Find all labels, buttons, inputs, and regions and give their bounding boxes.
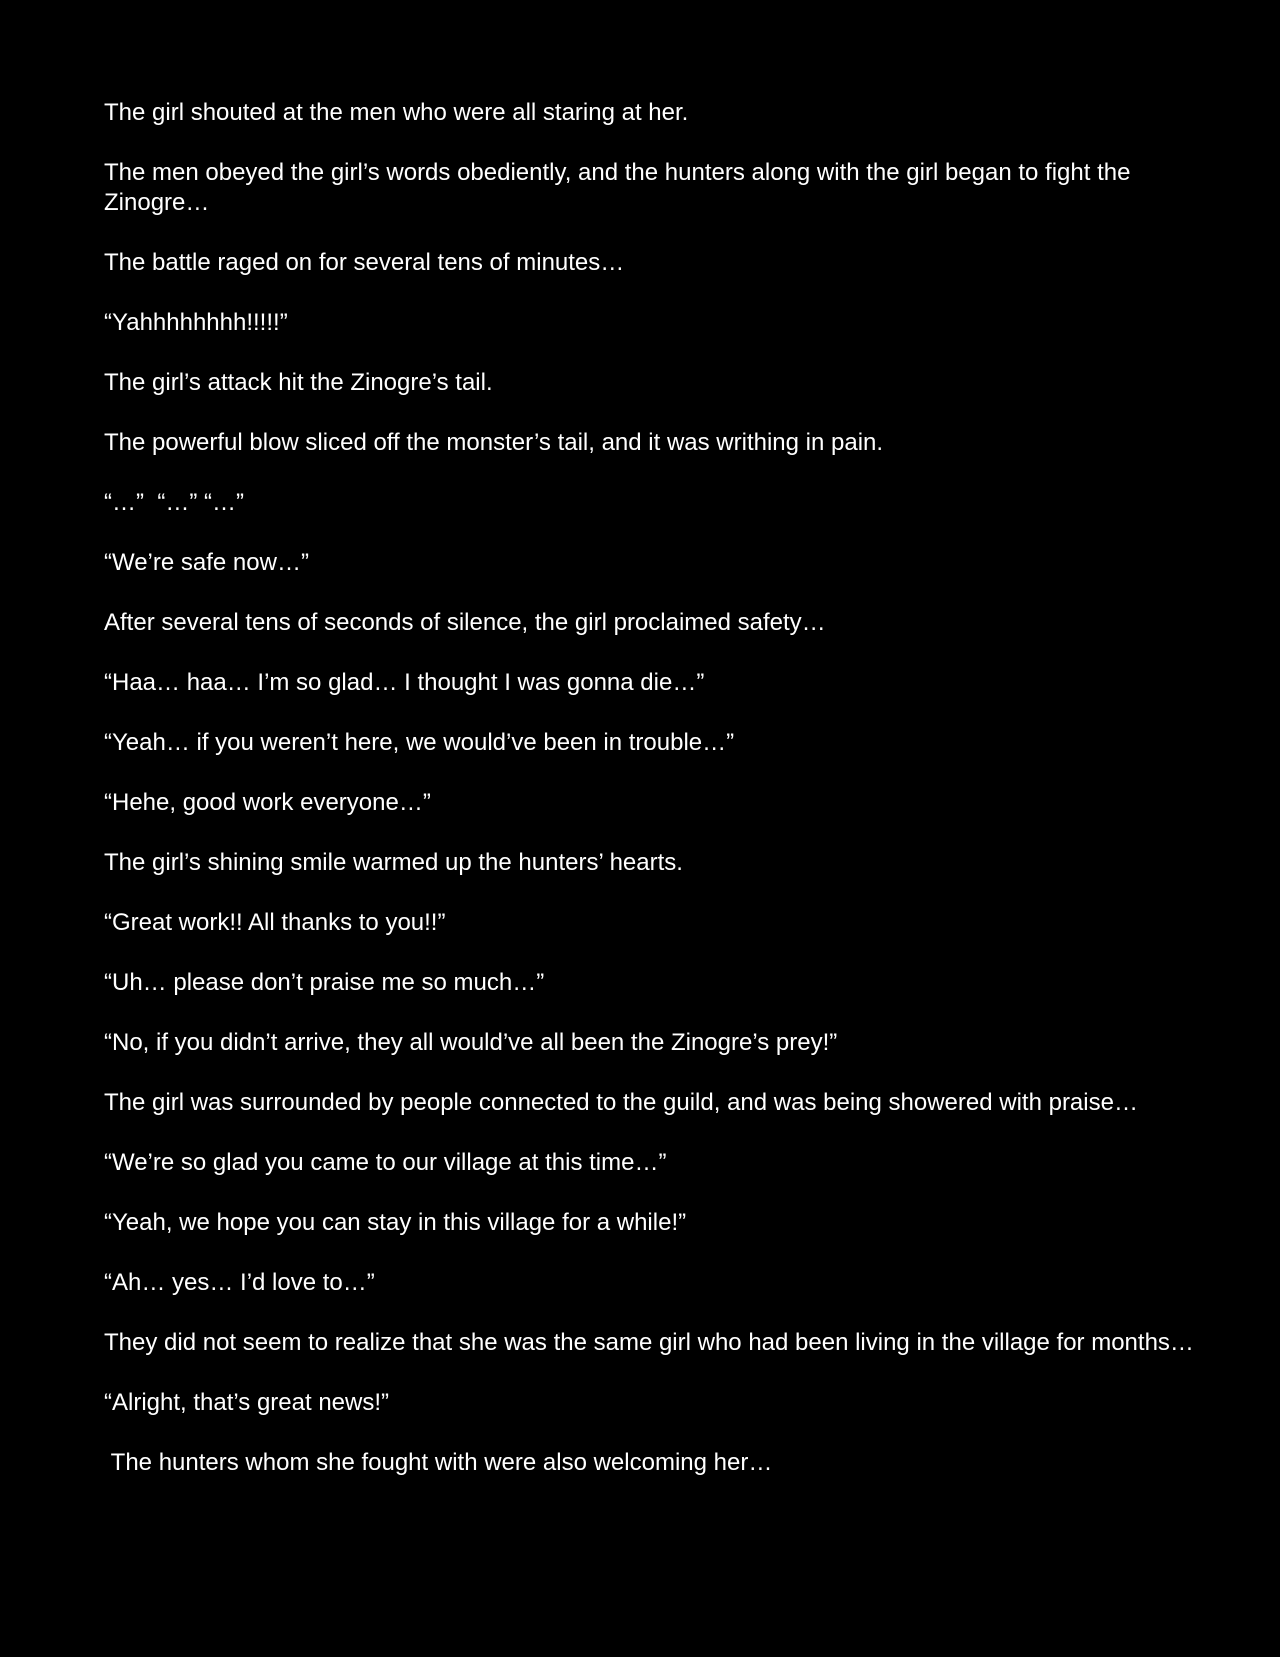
story-text bbox=[104, 98, 1194, 1508]
paragraph: They did not seem to realize that she was the same girl who had been living in the village for months… bbox=[104, 1329, 1194, 1356]
paragraph: “Yeah, we hope you can stay in this village for a while!” bbox=[104, 1209, 687, 1236]
paragraph: “No, if you didn’t arrive, they all would’ve all been the Zinogre’s prey!” bbox=[104, 1029, 838, 1056]
paragraph: “We’re so glad you came to our village at this time…” bbox=[104, 1149, 667, 1176]
paragraph: The hunters whom she fought with were also welcoming her… bbox=[104, 1449, 773, 1476]
paragraph: “Uh… please don’t praise me so much…” bbox=[104, 969, 545, 996]
paragraph: “Hehe, good work everyone…” bbox=[104, 789, 431, 816]
paragraph: “Great work!! All thanks to you!!” bbox=[104, 909, 446, 936]
paragraph: “Yeah… if you weren’t here, we would’ve been in trouble…” bbox=[104, 729, 735, 756]
paragraph: The powerful blow sliced off the monster’s tail, and it was writhing in pain. bbox=[104, 429, 884, 456]
paragraph: “Yahhhhhhhh!!!!!” bbox=[104, 309, 288, 336]
paragraph: The men obeyed the girl’s words obediently, and the hunters along with the girl began to fight the Zinogre… bbox=[104, 159, 1138, 216]
paragraph: The girl’s shining smile warmed up the hunters’ hearts. bbox=[104, 849, 683, 876]
paragraph: After several tens of seconds of silence, the girl proclaimed safety… bbox=[104, 609, 826, 636]
paragraph: The girl shouted at the men who were all staring at her. bbox=[104, 99, 689, 126]
paragraph: “Ah… yes… I’d love to…” bbox=[104, 1269, 375, 1296]
paragraph: “We’re safe now…” bbox=[104, 549, 309, 576]
paragraph: “Alright, that’s great news!” bbox=[104, 1389, 390, 1416]
paragraph: The girl was surrounded by people connected to the guild, and was being showered with praise… bbox=[104, 1089, 1138, 1116]
paragraph: “…” “…” “…” bbox=[104, 489, 244, 516]
paragraph: The battle raged on for several tens of minutes… bbox=[104, 249, 625, 276]
paragraph: “Haa… haa… I’m so glad… I thought I was gonna die…” bbox=[104, 669, 705, 696]
paragraph: The girl’s attack hit the Zinogre’s tail. bbox=[104, 369, 493, 396]
